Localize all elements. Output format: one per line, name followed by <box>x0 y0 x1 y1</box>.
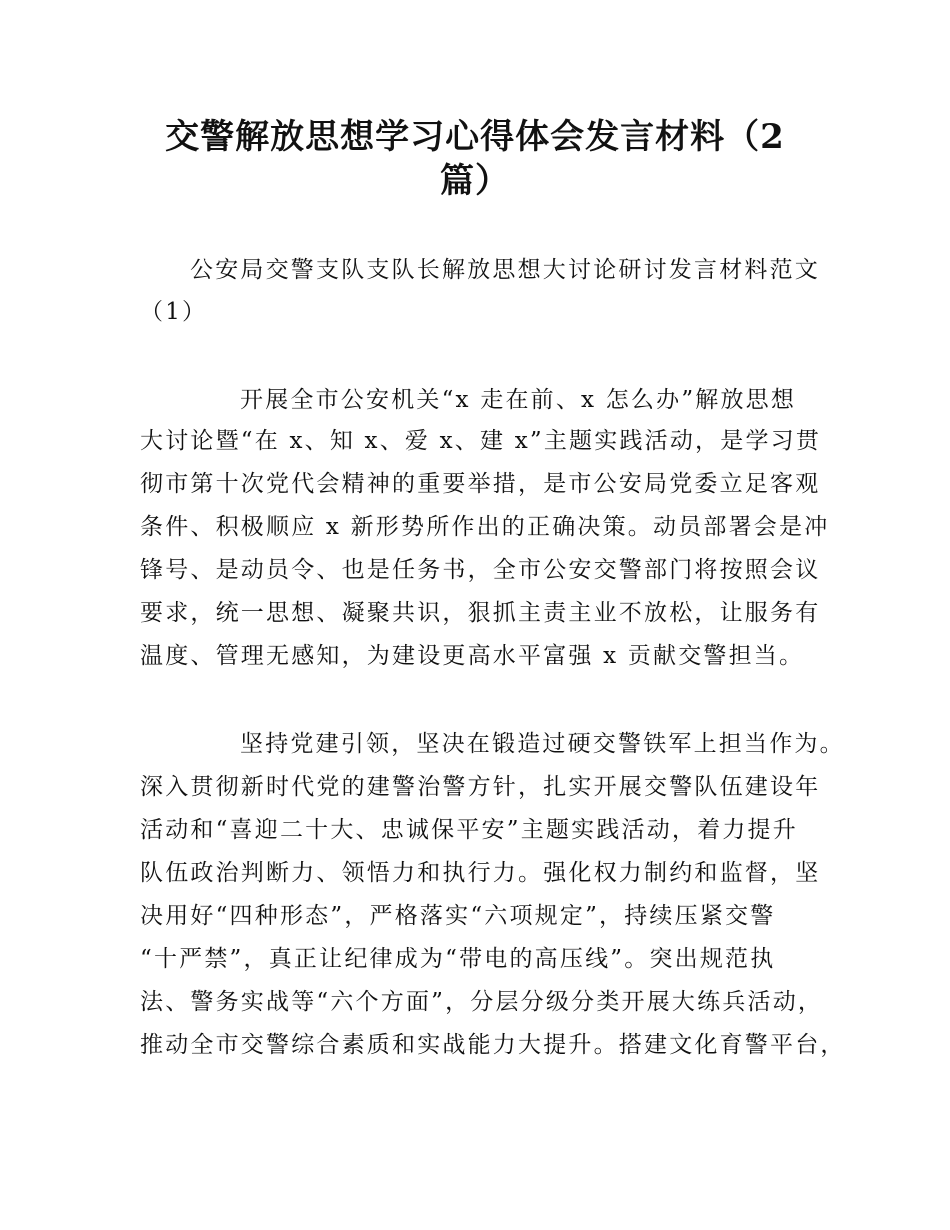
paragraph-1-line: 温度、管理无感知，为建设更高水平富强 x 贡献交警担当。 <box>140 643 805 669</box>
paragraph-2-line: 队伍政治判断力、领悟力和执行力。强化权力制约和监督，坚 <box>140 860 821 886</box>
subtitle-line-1: 公安局交警支队支队长解放思想大讨论研讨发言材料范文 <box>190 257 820 283</box>
paragraph-1-line: 开展全市公安机关“x 走在前、x 怎么办”解放思想 <box>240 387 797 413</box>
paragraph-1-line: 要求，统一思想、凝聚共识，狠抓主责主业不放松，让服务有 <box>140 600 821 626</box>
paragraph-2-line: 坚持党建引领，坚决在锻造过硬交警铁军上担当作为。 <box>240 731 845 757</box>
paragraph-1-line: 大讨论暨“在 x、知 x、爱 x、建 x”主题实践活动，是学习贯 <box>140 428 822 454</box>
paragraph-2-line: “十严禁”，真正让纪律成为“带电的高压线”。突出规范执 <box>140 946 776 972</box>
paragraph-2-line: 决用好“四种形态”，严格落实“六项规定”，持续压紧交警 <box>140 903 776 929</box>
paragraph-2-line: 推动全市交警综合素质和实战能力大提升。搭建文化育警平台， <box>140 1032 846 1058</box>
document-title-line-1: 交警解放思想学习心得体会发言材料（2 <box>165 117 785 157</box>
paragraph-2-line: 法、警务实战等“六个方面”，分层分级分类开展大练兵活动， <box>140 989 824 1015</box>
paragraph-2-line: 深入贯彻新时代党的建警治警方针，扎实开展交警队伍建设年 <box>140 774 821 800</box>
document-title-line-2: 篇） <box>440 161 510 201</box>
subtitle-line-2: （1） <box>140 299 208 325</box>
paragraph-1-line: 彻市第十次党代会精神的重要举措，是市公安局党委立足客观 <box>140 471 821 497</box>
paragraph-1-line: 锋号、是动员令、也是任务书，全市公安交警部门将按照会议 <box>140 557 821 583</box>
paragraph-2-line: 活动和“喜迎二十大、忠诚保平安”主题实践活动，着力提升 <box>140 817 798 843</box>
paragraph-1-line: 条件、积极顺应 x 新形势所作出的正确决策。动员部署会是冲 <box>140 514 830 540</box>
